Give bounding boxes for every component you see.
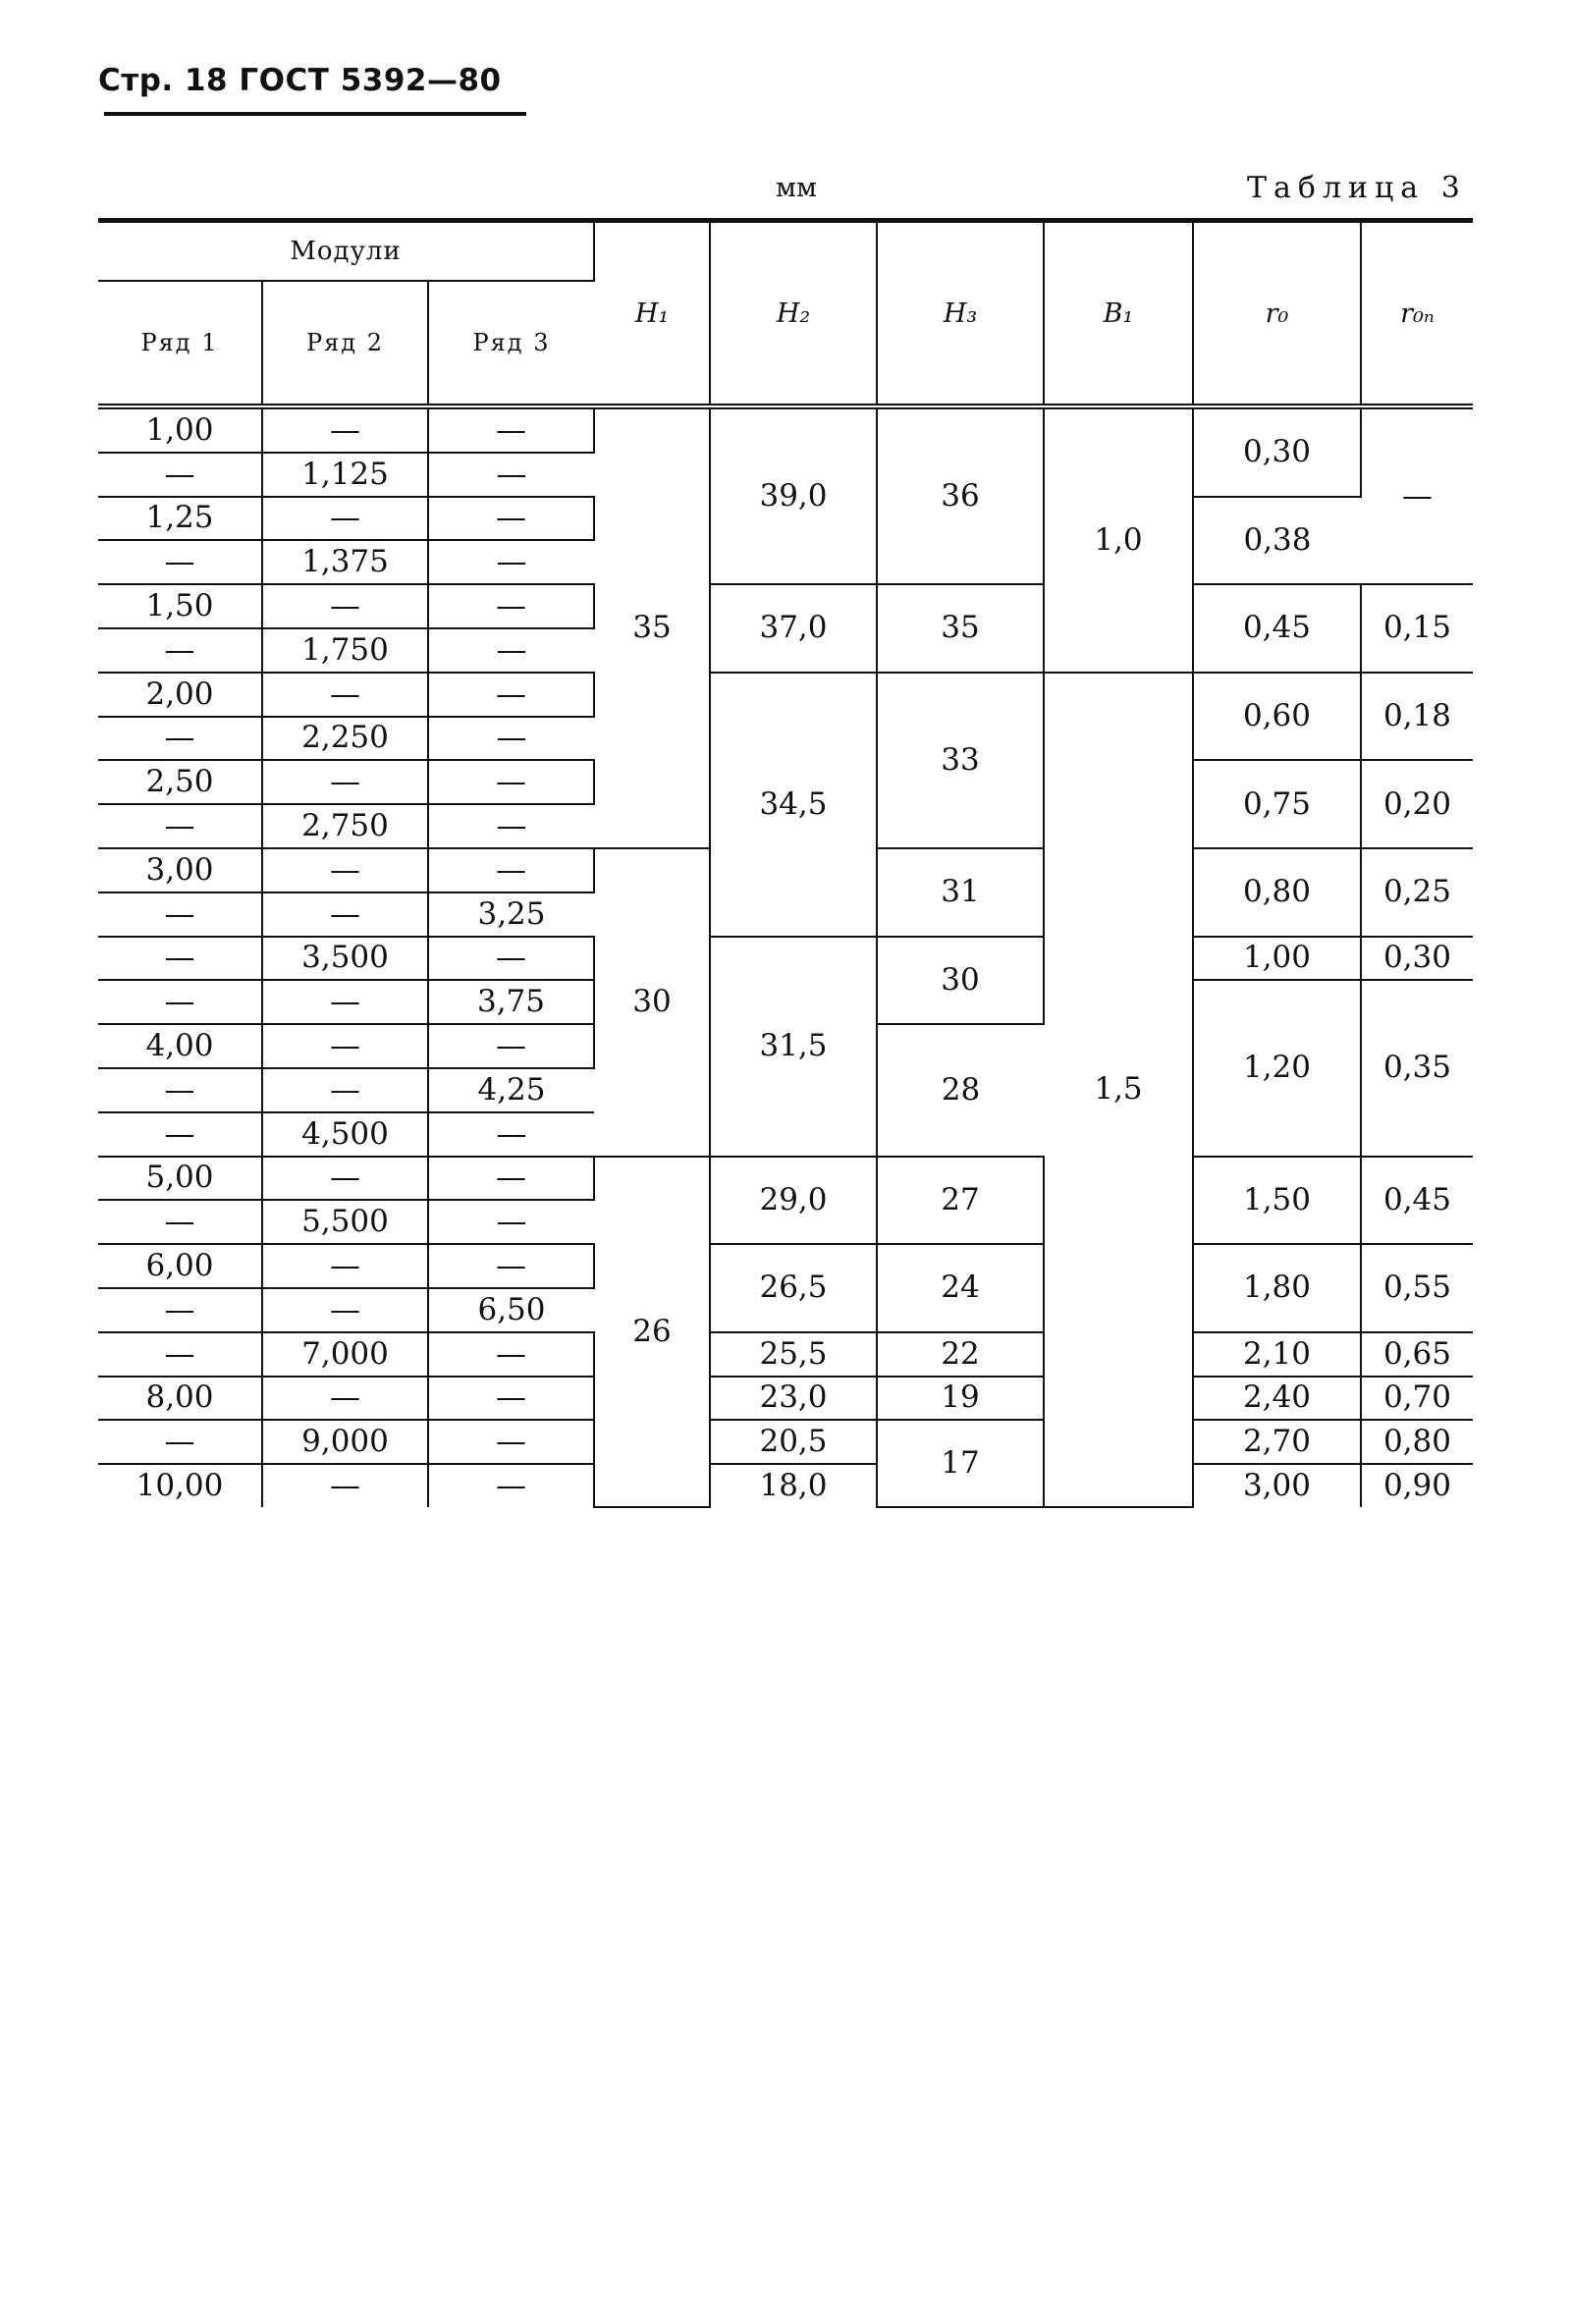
h2-cell: 34,5 (710, 673, 877, 937)
module-row2-cell: 2,250 (262, 717, 428, 761)
module-row1-cell: — (98, 1288, 262, 1332)
module-row1-cell: — (98, 1332, 262, 1377)
module-row3-cell: — (428, 497, 594, 541)
table-row (98, 1420, 1473, 1464)
h2-cell: 25,5 (710, 1332, 877, 1377)
r0p-cell: 0,20 (1361, 760, 1473, 848)
h1-cell: 26 (594, 1157, 710, 1507)
module-row3-cell: — (428, 717, 594, 761)
col-header-h1: H₁ (594, 221, 710, 407)
module-row3-cell: — (428, 453, 594, 497)
col-header-r0p: r₀ₙ (1361, 221, 1473, 407)
module-row2-cell: — (262, 497, 428, 541)
module-row2-cell: — (262, 1157, 428, 1201)
r0-cell: 0,38 (1193, 497, 1361, 585)
module-row1-cell: — (98, 804, 262, 848)
r0-cell: 1,50 (1193, 1157, 1361, 1245)
module-row1-cell: — (98, 1068, 262, 1112)
table-row (98, 1377, 1473, 1421)
module-row1-cell: 2,00 (98, 673, 262, 717)
module-row1-cell: 10,00 (98, 1464, 262, 1507)
h1-cell: 35 (594, 406, 710, 848)
module-row3-cell: — (428, 1464, 594, 1507)
module-row2-cell: 4,500 (262, 1112, 428, 1157)
module-row3-cell: — (428, 848, 594, 892)
h3-cell: 17 (877, 1420, 1044, 1507)
r0p-cell: 0,70 (1361, 1377, 1473, 1421)
module-row3-cell: 3,75 (428, 980, 594, 1024)
module-row1-cell: 4,00 (98, 1024, 262, 1068)
h3-cell: 24 (877, 1244, 1044, 1332)
h1-cell: 30 (594, 848, 710, 1157)
col-header-row3: Ряд 3 (428, 281, 594, 406)
module-row2-cell: 5,500 (262, 1200, 428, 1244)
module-row2-cell: 1,750 (262, 628, 428, 673)
r0-cell: 2,10 (1193, 1332, 1361, 1377)
module-row2-cell: — (262, 892, 428, 937)
h2-cell: 20,5 (710, 1420, 877, 1464)
r0p-cell: 0,25 (1361, 848, 1473, 937)
module-row3-cell: — (428, 1244, 594, 1288)
page-header: Стр. 18 ГОСТ 5392—80 (98, 63, 502, 98)
module-row3-cell: — (428, 937, 594, 981)
module-row1-cell: 1,00 (98, 406, 262, 453)
table-row (98, 673, 1473, 717)
module-row3-cell: — (428, 1157, 594, 1201)
h3-cell: 33 (877, 673, 1044, 848)
b-cell: 1,0 (1044, 406, 1193, 673)
r0-cell: 2,70 (1193, 1420, 1361, 1464)
r0-cell: 0,45 (1193, 584, 1361, 673)
module-row2-cell: — (262, 406, 428, 453)
module-row2-cell: — (262, 760, 428, 804)
module-row2-cell: — (262, 584, 428, 628)
h3-cell: 27 (877, 1157, 1044, 1245)
r0p-cell: 0,90 (1382, 1468, 1452, 1504)
module-row3-cell: — (428, 1332, 594, 1377)
header-rule (104, 112, 526, 116)
module-row3-cell: 6,50 (428, 1288, 594, 1332)
r0-cell: 0,75 (1193, 760, 1361, 848)
r0p-cell: 0,55 (1361, 1244, 1473, 1332)
h2-cell: 29,0 (710, 1157, 877, 1245)
h3-cell: 36 (877, 406, 1044, 584)
col-header-h2: H₂ (710, 221, 877, 407)
col-header-h3: H₃ (877, 221, 1044, 407)
module-row3-cell: — (428, 406, 594, 453)
module-row1-cell: — (98, 980, 262, 1024)
r0-cell: 3,00 (1193, 1464, 1361, 1507)
module-row2-cell: 2,750 (262, 804, 428, 848)
module-row3-cell: — (428, 584, 594, 628)
h2-cell: 23,0 (710, 1377, 877, 1421)
dimensions-table (98, 218, 1473, 1508)
module-row2-cell: — (262, 1464, 428, 1507)
r0-cell: 2,40 (1193, 1377, 1361, 1421)
units-label: мм (776, 173, 818, 203)
table-row (98, 1332, 1473, 1377)
module-row1-cell: — (98, 540, 262, 584)
module-row1-cell: — (98, 1420, 262, 1464)
table-row (98, 937, 1473, 981)
module-row1-cell: — (98, 1200, 262, 1244)
module-row1-cell: 3,00 (98, 848, 262, 892)
module-row3-cell: — (428, 804, 594, 848)
module-row2-cell: — (262, 1068, 428, 1112)
module-row1-cell: — (98, 628, 262, 673)
module-row2-cell: — (262, 1244, 428, 1288)
module-row1-cell: 2,50 (98, 760, 262, 804)
r0p-cell: 0,45 (1361, 1157, 1473, 1245)
module-row1-cell: 5,00 (98, 1157, 262, 1201)
module-row2-cell: 1,125 (262, 453, 428, 497)
module-row1-cell: — (98, 453, 262, 497)
table-body (98, 406, 1473, 1507)
table-row (98, 584, 1473, 628)
h2-cell: 18,0 (710, 1464, 877, 1507)
h3-cell: 22 (877, 1332, 1044, 1377)
r0p-cell: 0,35 (1361, 980, 1473, 1156)
h3-cell: 31 (877, 848, 1044, 937)
module-row1-cell: — (98, 717, 262, 761)
h2-cell: 39,0 (710, 406, 877, 584)
module-row2-cell: — (262, 673, 428, 717)
module-row3-cell: — (428, 1024, 594, 1068)
module-row2-cell: — (262, 1288, 428, 1332)
r0-cell: 0,60 (1193, 673, 1361, 761)
module-row2-cell: 9,000 (262, 1420, 428, 1464)
module-row3-cell: — (428, 540, 594, 584)
module-row3-cell: — (428, 628, 594, 673)
module-row3-cell: — (428, 1420, 594, 1464)
modules-group-header: Модули (98, 221, 594, 282)
module-row3-cell: — (428, 1377, 594, 1421)
r0p-cell: 0,80 (1361, 1420, 1473, 1464)
r0p-cell: 0,15 (1361, 584, 1473, 673)
module-row1-cell: — (98, 892, 262, 937)
h3-cell: 30 (877, 937, 1044, 1025)
r0-cell: 1,20 (1193, 980, 1361, 1156)
module-row3-cell: 4,25 (428, 1068, 594, 1112)
h2-cell: 26,5 (710, 1244, 877, 1332)
module-row2-cell: — (262, 1377, 428, 1421)
h2-cell: 31,5 (710, 937, 877, 1157)
r0p-cell: — (1361, 406, 1473, 584)
h2-cell: 37,0 (710, 584, 877, 673)
module-row1-cell: 1,50 (98, 584, 262, 628)
b-cell: 1,5 (1044, 673, 1193, 1507)
r0-cell: 0,30 (1193, 406, 1361, 497)
r0-cell: 1,00 (1193, 937, 1361, 981)
module-row2-cell: 1,375 (262, 540, 428, 584)
r0p-cell: 0,18 (1361, 673, 1473, 761)
r0p-cell: 0,30 (1361, 937, 1473, 981)
table-row (98, 406, 1473, 453)
h3-cell: 28 (877, 1024, 1044, 1156)
table-row (98, 1244, 1473, 1288)
table-caption: Таблица 3 (1247, 171, 1467, 205)
table-row (98, 1464, 1473, 1507)
module-row1-cell: 8,00 (98, 1377, 262, 1421)
col-header-row2: Ряд 2 (262, 281, 428, 406)
r0-cell: 1,80 (1193, 1244, 1361, 1332)
module-row1-cell: 1,25 (98, 497, 262, 541)
module-row1-cell: — (98, 937, 262, 981)
r0p-cell: 0,65 (1361, 1332, 1473, 1377)
h3-cell: 35 (877, 584, 1044, 673)
module-row1-cell: — (98, 1112, 262, 1157)
module-row1-cell: 6,00 (98, 1244, 262, 1288)
module-row3-cell: — (428, 1200, 594, 1244)
module-row3-cell: — (428, 760, 594, 804)
col-header-row1: Ряд 1 (98, 281, 262, 406)
module-row2-cell: — (262, 1024, 428, 1068)
module-row3-cell: 3,25 (428, 892, 594, 937)
r0-cell: 0,80 (1193, 848, 1361, 937)
module-row3-cell: — (428, 1112, 594, 1157)
h3-cell: 19 (877, 1377, 1044, 1421)
col-header-b: B₁ (1044, 221, 1193, 407)
module-row2-cell: — (262, 980, 428, 1024)
module-row2-cell: — (262, 848, 428, 892)
col-header-r0: r₀ (1193, 221, 1361, 407)
table-row (98, 1157, 1473, 1201)
module-row3-cell: — (428, 673, 594, 717)
module-row2-cell: 7,000 (262, 1332, 428, 1377)
module-row2-cell: 3,500 (262, 937, 428, 981)
